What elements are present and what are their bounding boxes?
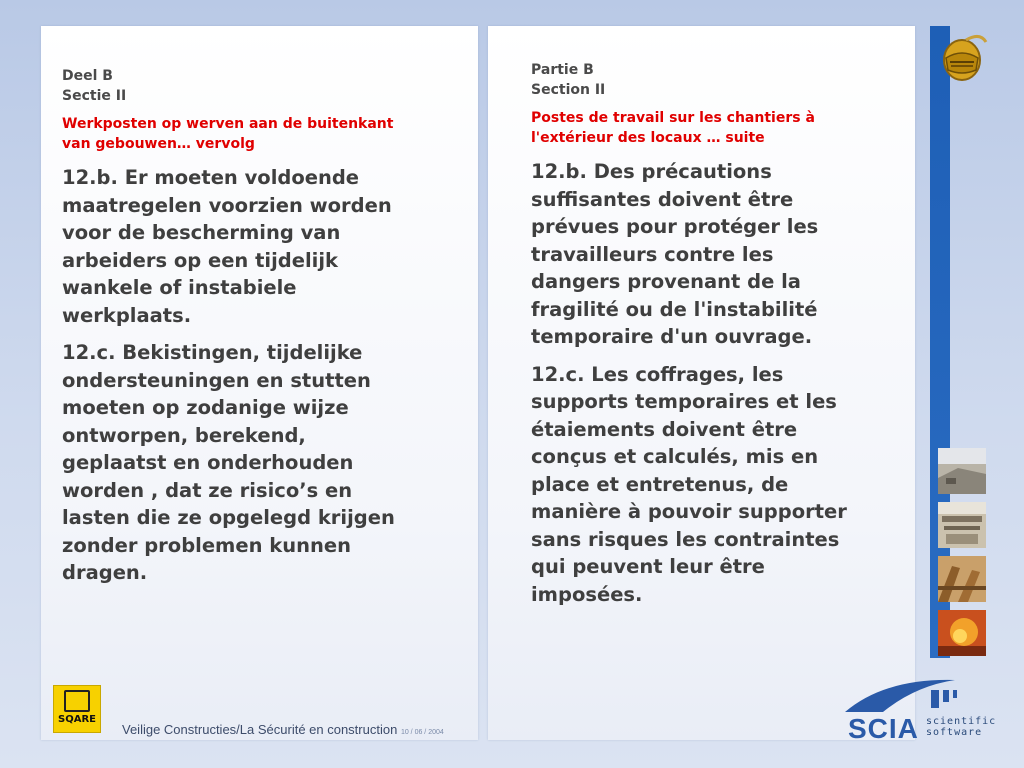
sqare-logo-text: SQARE [58,714,96,725]
section-subtitle: Werkposten op werven aan de buitenkant van gebouwen… vervolg [62,116,394,152]
section-heading: Sectie II [62,88,127,104]
french-column [531,60,851,618]
square-mark-icon [64,690,90,712]
construction-photo-1 [938,448,986,494]
knight-helmet-icon [930,30,992,92]
sqare-logo [53,685,101,733]
paragraph-12c: 12.c. Les coffrages, les supports temporaires et les étaiements doivent être conçus et calculés, mis en place et entretenus, de manière à pouvoir supporter sans risques les contraintes qui peuvent leur être imposées. [531,362,847,606]
part-heading: Deel B [62,68,113,84]
footer-date: 10 / 06 / 2004 [400,729,444,736]
scia-tagline-line2: software [926,727,983,738]
paragraph-12b: 12.b. Des précautions suffisantes doivent être prévues pour protéger les travailleurs contre les dangers provenant de la fragilité ou de l'instabilité temporaire d'un ouvrage. [531,160,819,348]
section-subtitle: Postes de travail sur les chantiers à l'extérieur des locaux … suite [531,110,815,146]
scia-tagline-line1: scientific [926,716,997,727]
paragraph-12c: 12.c. Bekistingen, tijdelijke ondersteuningen en stutten moeten op zodanige wijze ontworpen, berekend, geplaatst en onderhouden worden , dat ze risico’s en lasten die ze opgelegd krijgen zonder problemen kunnen dragen. [62,341,395,584]
section-heading: Section II [531,82,606,98]
construction-photo-3 [938,556,986,602]
part-heading: Partie B [531,62,594,78]
construction-photo-2 [938,502,986,548]
footer-title-text: Veilige Constructies/La Sécurité en construction [122,722,398,737]
dutch-column [62,66,412,597]
construction-photo-4 [938,610,986,656]
paragraph-12b: 12.b. Er moeten voldoende maatregelen voorzien worden voor de bescherming van arbeiders op een tijdelijk wankele of instabiele werkplaats. [62,166,392,327]
scia-tagline [926,716,996,738]
footer-title [122,722,444,737]
scia-wordmark: SCIA [848,713,919,744]
